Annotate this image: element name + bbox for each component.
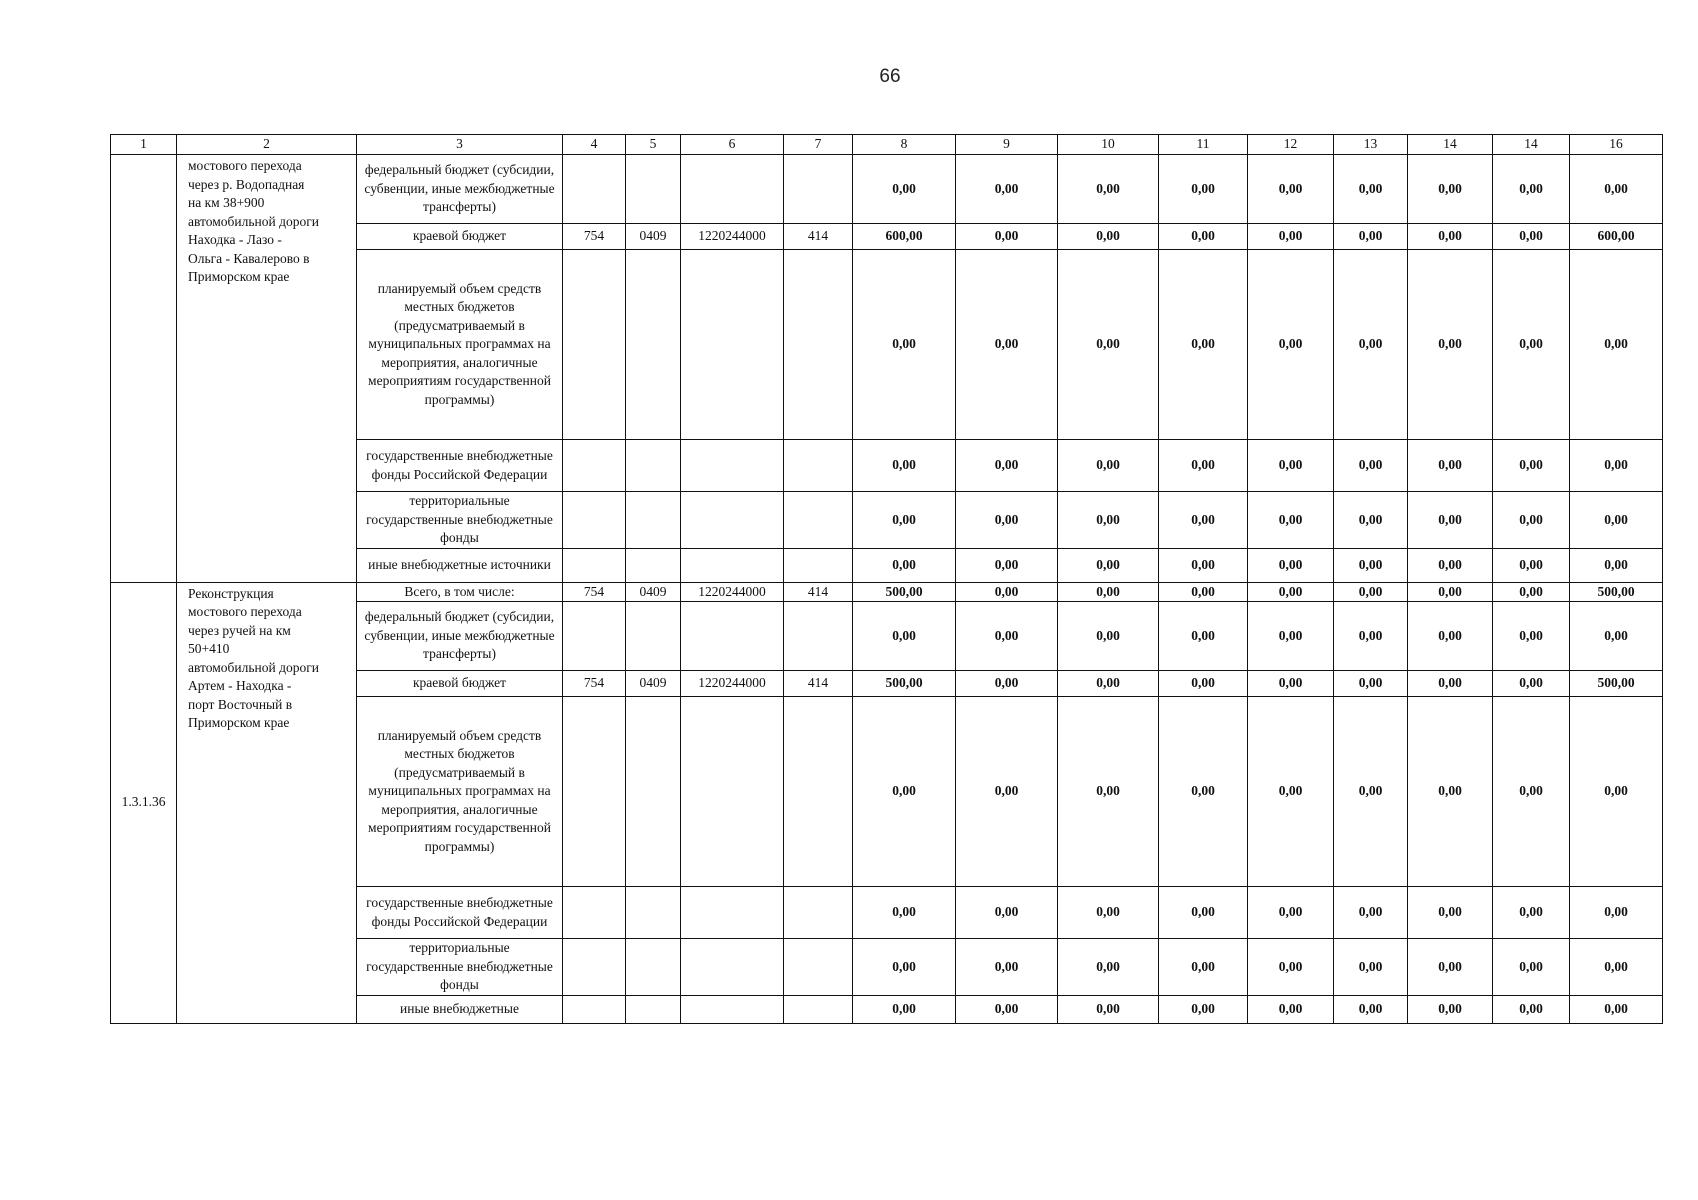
- column-header: 12: [1248, 135, 1334, 155]
- amount-cell: 0,00: [1493, 697, 1570, 887]
- budget-table: [110, 134, 1663, 1024]
- amount-cell: 0,00: [1159, 440, 1248, 492]
- amount-cell: 0,00: [1493, 548, 1570, 582]
- amount-cell: 0,00: [1159, 250, 1248, 440]
- amount-cell: 500,00: [1570, 582, 1663, 602]
- expense-type-cell: [784, 155, 853, 224]
- amount-cell: 0,00: [1570, 492, 1663, 549]
- grbs-code-cell: [563, 155, 626, 224]
- grbs-code-cell: [563, 602, 626, 671]
- amount-cell: 0,00: [1159, 492, 1248, 549]
- page-number: 66: [879, 66, 901, 87]
- amount-cell: 0,00: [1058, 250, 1159, 440]
- expense-type-cell: [784, 887, 853, 939]
- amount-cell: 500,00: [1570, 671, 1663, 697]
- funding-source-cell: планируемый объем средств местных бюджетов (предусматриваемый в муниципальных программах на мероприятия, аналогичные мероприятиям государственной программы): [357, 250, 563, 440]
- amount-cell: 0,00: [1334, 224, 1408, 250]
- amount-cell: 0,00: [1493, 155, 1570, 224]
- expense-type-cell: [784, 548, 853, 582]
- column-header: 4: [563, 135, 626, 155]
- grbs-code-cell: [563, 939, 626, 996]
- amount-cell: 0,00: [1159, 887, 1248, 939]
- amount-cell: 0,00: [853, 548, 956, 582]
- amount-cell: 0,00: [956, 995, 1058, 1023]
- funding-source-cell: планируемый объем средств местных бюджетов (предусматриваемый в муниципальных программах на мероприятия, аналогичные мероприятиям государственной программы): [357, 697, 563, 887]
- amount-cell: 600,00: [1570, 224, 1663, 250]
- amount-cell: 0,00: [1408, 492, 1493, 549]
- expense-type-cell: [784, 995, 853, 1023]
- amount-cell: 0,00: [1408, 155, 1493, 224]
- amount-cell: 0,00: [1058, 582, 1159, 602]
- expense-type-cell: 414: [784, 224, 853, 250]
- column-header: 5: [626, 135, 681, 155]
- amount-cell: 0,00: [1334, 602, 1408, 671]
- section-code-cell: [626, 887, 681, 939]
- amount-cell: 0,00: [1493, 671, 1570, 697]
- amount-cell: 0,00: [853, 250, 956, 440]
- funding-source-cell: иные внебюджетные источники: [357, 548, 563, 582]
- amount-cell: 500,00: [853, 671, 956, 697]
- amount-cell: 0,00: [853, 697, 956, 887]
- funding-source-cell: территориальные государственные внебюджетные фонды: [357, 939, 563, 996]
- amount-cell: 0,00: [1408, 939, 1493, 996]
- activity-name-line: через ручей на км: [188, 622, 291, 638]
- amount-cell: 500,00: [853, 582, 956, 602]
- amount-cell: 0,00: [1058, 671, 1159, 697]
- amount-cell: 0,00: [956, 887, 1058, 939]
- activity-name-cell: [177, 155, 357, 583]
- amount-cell: 0,00: [1248, 250, 1334, 440]
- funding-source-cell: федеральный бюджет (субсидии, субвенции, иные межбюджетные трансферты): [357, 155, 563, 224]
- amount-cell: 0,00: [1334, 155, 1408, 224]
- expense-type-cell: [784, 492, 853, 549]
- target-article-cell: 1220244000: [681, 671, 784, 697]
- amount-cell: 0,00: [1248, 440, 1334, 492]
- amount-cell: 0,00: [1334, 440, 1408, 492]
- amount-cell: 0,00: [853, 887, 956, 939]
- amount-cell: 0,00: [956, 492, 1058, 549]
- column-header: 2: [177, 135, 357, 155]
- target-article-cell: [681, 548, 784, 582]
- column-header: 16: [1570, 135, 1663, 155]
- amount-cell: 0,00: [1058, 155, 1159, 224]
- amount-cell: 0,00: [1408, 697, 1493, 887]
- amount-cell: 0,00: [1058, 939, 1159, 996]
- amount-cell: 0,00: [1570, 995, 1663, 1023]
- activity-name-line: автомобильной дороги: [188, 659, 319, 675]
- amount-cell: 0,00: [956, 939, 1058, 996]
- activity-name-line: Ольга - Кавалерово в: [188, 250, 310, 266]
- column-header: 14: [1493, 135, 1570, 155]
- amount-cell: 0,00: [1408, 440, 1493, 492]
- amount-cell: 0,00: [1570, 939, 1663, 996]
- amount-cell: 0,00: [1248, 492, 1334, 549]
- column-header: 3: [357, 135, 563, 155]
- column-header: 10: [1058, 135, 1159, 155]
- amount-cell: 0,00: [1058, 602, 1159, 671]
- target-article-cell: [681, 995, 784, 1023]
- target-article-cell: 1220244000: [681, 582, 784, 602]
- expense-type-cell: [784, 250, 853, 440]
- amount-cell: 0,00: [853, 492, 956, 549]
- grbs-code-cell: [563, 995, 626, 1023]
- section-code-cell: [626, 995, 681, 1023]
- target-article-cell: [681, 440, 784, 492]
- amount-cell: 0,00: [1493, 939, 1570, 996]
- amount-cell: 0,00: [956, 602, 1058, 671]
- amount-cell: 0,00: [1334, 887, 1408, 939]
- amount-cell: 0,00: [1408, 224, 1493, 250]
- amount-cell: 0,00: [1248, 155, 1334, 224]
- amount-cell: 0,00: [1248, 582, 1334, 602]
- funding-source-cell: краевой бюджет: [357, 671, 563, 697]
- amount-cell: 0,00: [1493, 602, 1570, 671]
- target-article-cell: [681, 697, 784, 887]
- amount-cell: 0,00: [1058, 492, 1159, 549]
- amount-cell: 0,00: [853, 602, 956, 671]
- expense-type-cell: [784, 440, 853, 492]
- activity-name-cell: [177, 582, 357, 1023]
- amount-cell: 0,00: [1248, 887, 1334, 939]
- amount-cell: 0,00: [1159, 671, 1248, 697]
- section-code-cell: 0409: [626, 671, 681, 697]
- activity-name-line: Реконструкция: [188, 585, 274, 601]
- target-article-cell: [681, 155, 784, 224]
- amount-cell: 0,00: [1334, 250, 1408, 440]
- grbs-code-cell: [563, 440, 626, 492]
- amount-cell: 0,00: [1058, 995, 1159, 1023]
- amount-cell: 0,00: [1159, 939, 1248, 996]
- funding-source-cell: федеральный бюджет (субсидии, субвенции, иные межбюджетные трансферты): [357, 602, 563, 671]
- activity-name-line: Приморском крае: [188, 269, 290, 284]
- amount-cell: 0,00: [853, 155, 956, 224]
- column-header: 6: [681, 135, 784, 155]
- amount-cell: 0,00: [1408, 582, 1493, 602]
- grbs-code-cell: [563, 548, 626, 582]
- amount-cell: 0,00: [1570, 250, 1663, 440]
- amount-cell: 0,00: [1334, 582, 1408, 602]
- amount-cell: 0,00: [1248, 671, 1334, 697]
- column-header: 7: [784, 135, 853, 155]
- expense-type-cell: 414: [784, 671, 853, 697]
- amount-cell: 0,00: [1334, 671, 1408, 697]
- funding-source-cell: иные внебюджетные: [357, 995, 563, 1023]
- grbs-code-cell: [563, 697, 626, 887]
- amount-cell: 0,00: [956, 224, 1058, 250]
- amount-cell: 0,00: [1159, 602, 1248, 671]
- amount-cell: 0,00: [853, 939, 956, 996]
- target-article-cell: [681, 250, 784, 440]
- grbs-code-cell: [563, 492, 626, 549]
- amount-cell: 0,00: [1493, 582, 1570, 602]
- amount-cell: 0,00: [1159, 697, 1248, 887]
- amount-cell: 0,00: [956, 697, 1058, 887]
- amount-cell: 0,00: [853, 995, 956, 1023]
- amount-cell: 0,00: [1408, 671, 1493, 697]
- target-article-cell: [681, 939, 784, 996]
- item-number-cell: [111, 155, 177, 583]
- table-row: [111, 155, 1663, 224]
- amount-cell: 0,00: [1248, 224, 1334, 250]
- item-number-cell: 1.3.1.36: [111, 582, 177, 1023]
- amount-cell: 0,00: [1058, 697, 1159, 887]
- amount-cell: 0,00: [1570, 887, 1663, 939]
- amount-cell: 0,00: [1248, 697, 1334, 887]
- amount-cell: 0,00: [1248, 939, 1334, 996]
- activity-name-line: мостового перехода: [188, 158, 302, 173]
- amount-cell: 0,00: [956, 155, 1058, 224]
- amount-cell: 0,00: [1570, 155, 1663, 224]
- amount-cell: 0,00: [1334, 548, 1408, 582]
- activity-name-line: Находка - Лазо -: [188, 232, 282, 247]
- target-article-cell: [681, 602, 784, 671]
- amount-cell: 0,00: [956, 440, 1058, 492]
- column-header: 11: [1159, 135, 1248, 155]
- amount-cell: 0,00: [1334, 995, 1408, 1023]
- column-header: 1: [111, 135, 177, 155]
- section-code-cell: [626, 939, 681, 996]
- funding-source-cell: краевой бюджет: [357, 224, 563, 250]
- amount-cell: 0,00: [1493, 492, 1570, 549]
- expense-type-cell: [784, 939, 853, 996]
- amount-cell: 0,00: [1058, 887, 1159, 939]
- activity-name-line: мостового перехода: [188, 604, 302, 619]
- grbs-code-cell: [563, 250, 626, 440]
- section-code-cell: [626, 697, 681, 887]
- funding-source-cell: государственные внебюджетные фонды Российской Федерации: [357, 887, 563, 939]
- section-code-cell: [626, 548, 681, 582]
- column-header: 14: [1408, 135, 1493, 155]
- section-code-cell: [626, 602, 681, 671]
- amount-cell: 0,00: [1570, 602, 1663, 671]
- amount-cell: 0,00: [1408, 250, 1493, 440]
- amount-cell: 0,00: [1248, 548, 1334, 582]
- amount-cell: 0,00: [1159, 224, 1248, 250]
- amount-cell: 0,00: [956, 250, 1058, 440]
- funding-source-cell: государственные внебюджетные фонды Российской Федерации: [357, 440, 563, 492]
- funding-source-cell: территориальные государственные внебюджетные фонды: [357, 492, 563, 549]
- amount-cell: 0,00: [1408, 887, 1493, 939]
- activity-name-line: Приморском крае: [188, 715, 290, 730]
- amount-cell: 0,00: [1334, 939, 1408, 996]
- column-header: 9: [956, 135, 1058, 155]
- table-row: [111, 582, 1663, 602]
- amount-cell: 0,00: [1570, 440, 1663, 492]
- column-header: 8: [853, 135, 956, 155]
- column-header: 13: [1334, 135, 1408, 155]
- activity-name-line: через р. Водопадная: [188, 176, 305, 192]
- budget-table-body: [111, 155, 1663, 1024]
- funding-source-cell: Всего, в том числе:: [357, 582, 563, 602]
- expense-type-cell: [784, 602, 853, 671]
- amount-cell: 0,00: [1408, 995, 1493, 1023]
- grbs-code-cell: 754: [563, 671, 626, 697]
- amount-cell: 0,00: [1058, 440, 1159, 492]
- amount-cell: 0,00: [1493, 224, 1570, 250]
- activity-name-line: порт Восточный в: [188, 696, 293, 712]
- amount-cell: 0,00: [1408, 548, 1493, 582]
- amount-cell: 0,00: [1408, 602, 1493, 671]
- grbs-code-cell: 754: [563, 224, 626, 250]
- amount-cell: 0,00: [1493, 887, 1570, 939]
- target-article-cell: [681, 887, 784, 939]
- amount-cell: 0,00: [956, 548, 1058, 582]
- activity-name-line: на км 38+900: [188, 195, 265, 210]
- amount-cell: 0,00: [1058, 224, 1159, 250]
- target-article-cell: 1220244000: [681, 224, 784, 250]
- activity-name-line: автомобильной дороги: [188, 213, 319, 229]
- expense-type-cell: [784, 697, 853, 887]
- amount-cell: 0,00: [1570, 548, 1663, 582]
- amount-cell: 0,00: [1493, 995, 1570, 1023]
- amount-cell: 0,00: [956, 582, 1058, 602]
- amount-cell: 0,00: [1159, 995, 1248, 1023]
- target-article-cell: [681, 492, 784, 549]
- amount-cell: 600,00: [853, 224, 956, 250]
- amount-cell: 0,00: [1334, 697, 1408, 887]
- column-number-row: [111, 135, 1663, 155]
- activity-name-line: 50+410: [188, 641, 230, 656]
- grbs-code-cell: [563, 887, 626, 939]
- amount-cell: 0,00: [1248, 995, 1334, 1023]
- amount-cell: 0,00: [1493, 440, 1570, 492]
- amount-cell: 0,00: [853, 440, 956, 492]
- amount-cell: 0,00: [1159, 155, 1248, 224]
- grbs-code-cell: 754: [563, 582, 626, 602]
- activity-name-line: Артем - Находка -: [188, 678, 292, 693]
- amount-cell: 0,00: [1159, 548, 1248, 582]
- expense-type-cell: 414: [784, 582, 853, 602]
- amount-cell: 0,00: [1570, 697, 1663, 887]
- section-code-cell: [626, 155, 681, 224]
- amount-cell: 0,00: [956, 671, 1058, 697]
- amount-cell: 0,00: [1248, 602, 1334, 671]
- section-code-cell: 0409: [626, 582, 681, 602]
- section-code-cell: 0409: [626, 224, 681, 250]
- amount-cell: 0,00: [1334, 492, 1408, 549]
- section-code-cell: [626, 250, 681, 440]
- amount-cell: 0,00: [1159, 582, 1248, 602]
- section-code-cell: [626, 492, 681, 549]
- amount-cell: 0,00: [1058, 548, 1159, 582]
- amount-cell: 0,00: [1493, 250, 1570, 440]
- section-code-cell: [626, 440, 681, 492]
